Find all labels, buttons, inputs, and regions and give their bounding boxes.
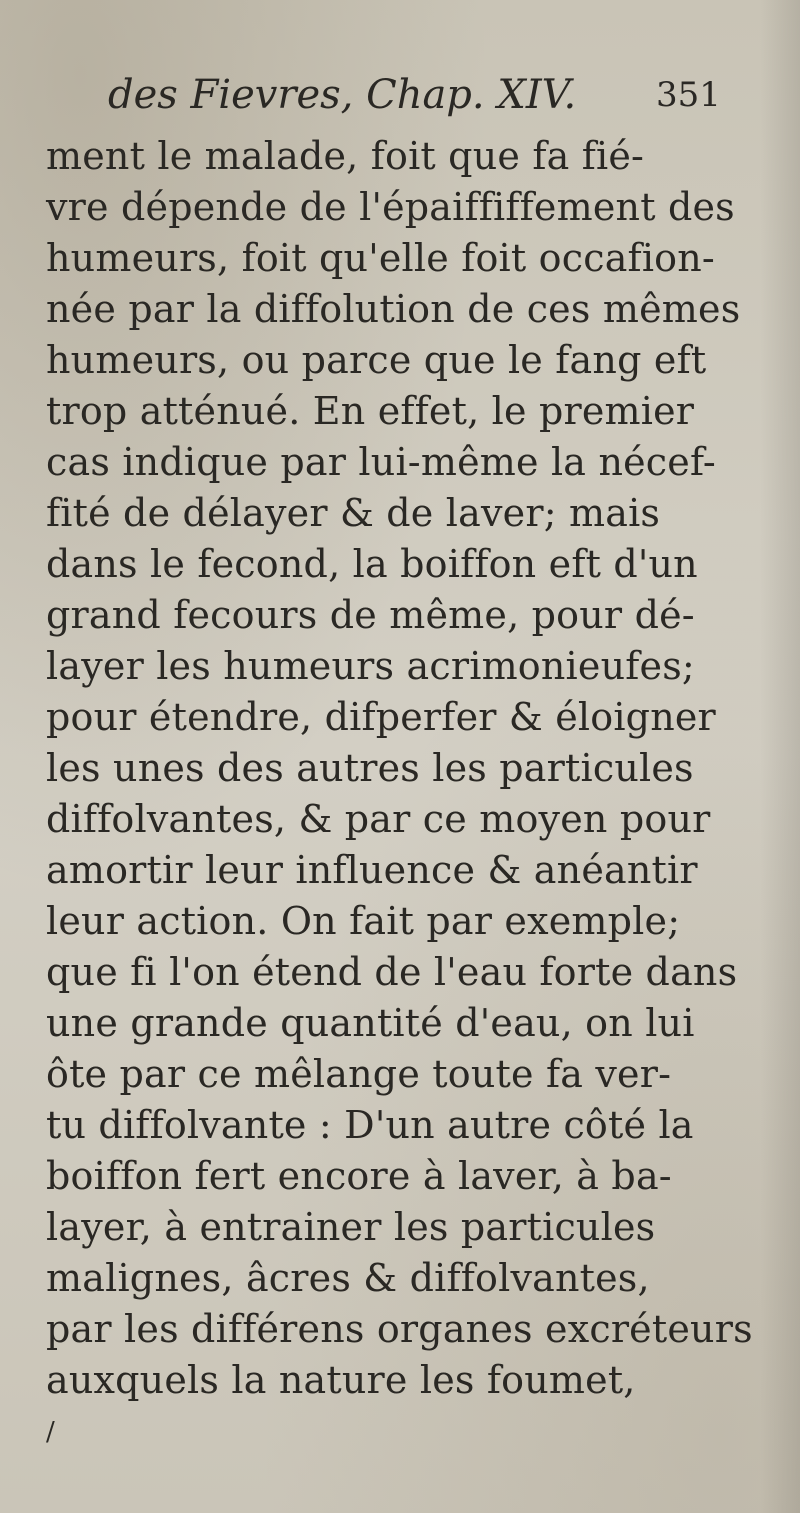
text-line: cas indique par lui-même la nécef- <box>46 440 716 484</box>
text-line: les unes des autres les particules <box>46 746 694 790</box>
text-line: vre dépende de l'épaiffiffement des <box>46 185 735 229</box>
text-line: tu diffolvante : D'un autre côté la <box>46 1103 694 1147</box>
text-line: trop atténué. En effet, le premier <box>46 389 695 433</box>
text-line: ôte par ce mêlange toute fa ver- <box>46 1052 672 1096</box>
text-line: leur action. On fait par exemple; <box>46 899 681 943</box>
running-head <box>0 70 800 120</box>
text-line: par les différens organes excréteurs <box>46 1307 753 1351</box>
text-line: pour étendre, difperfer & éloigner <box>46 695 716 739</box>
text-line: grand fecours de même, pour dé- <box>46 593 695 637</box>
text-line: fité de délayer & de laver; mais <box>46 491 661 535</box>
text-line: auxquels la nature les foumet, <box>46 1358 636 1402</box>
text-line: que fi l'on étend de l'eau forte dans <box>46 950 738 994</box>
page-number: 351 <box>656 75 721 115</box>
text-line: humeurs, ou parce que le fang eft <box>46 338 707 382</box>
text-line: amortir leur influence & anéantir <box>46 848 698 892</box>
text-line: ment le malade, foit que fa fié- <box>46 134 645 178</box>
text-line: malignes, âcres & diffolvantes, <box>46 1256 650 1300</box>
text-line: née par la diffolution de ces mêmes <box>46 287 741 331</box>
running-head-title: des Fievres, Chap. XIV. <box>108 72 577 118</box>
text-line: boiffon fert encore à laver, à ba- <box>46 1154 672 1198</box>
page-edge-shadow <box>760 0 800 1513</box>
text-line: layer les humeurs acrimonieufes; <box>46 644 695 688</box>
text-line: une grande quantité d'eau, on lui <box>46 1001 695 1045</box>
text-line: humeurs, foit qu'elle foit occafion- <box>46 236 715 280</box>
text-line: dans le fecond, la boiffon eft d'un <box>46 542 698 586</box>
text-line: layer, à entrainer les particules <box>46 1205 656 1249</box>
catchword: / <box>46 1417 55 1447</box>
text-line: diffolvantes, & par ce moyen pour <box>46 797 711 841</box>
